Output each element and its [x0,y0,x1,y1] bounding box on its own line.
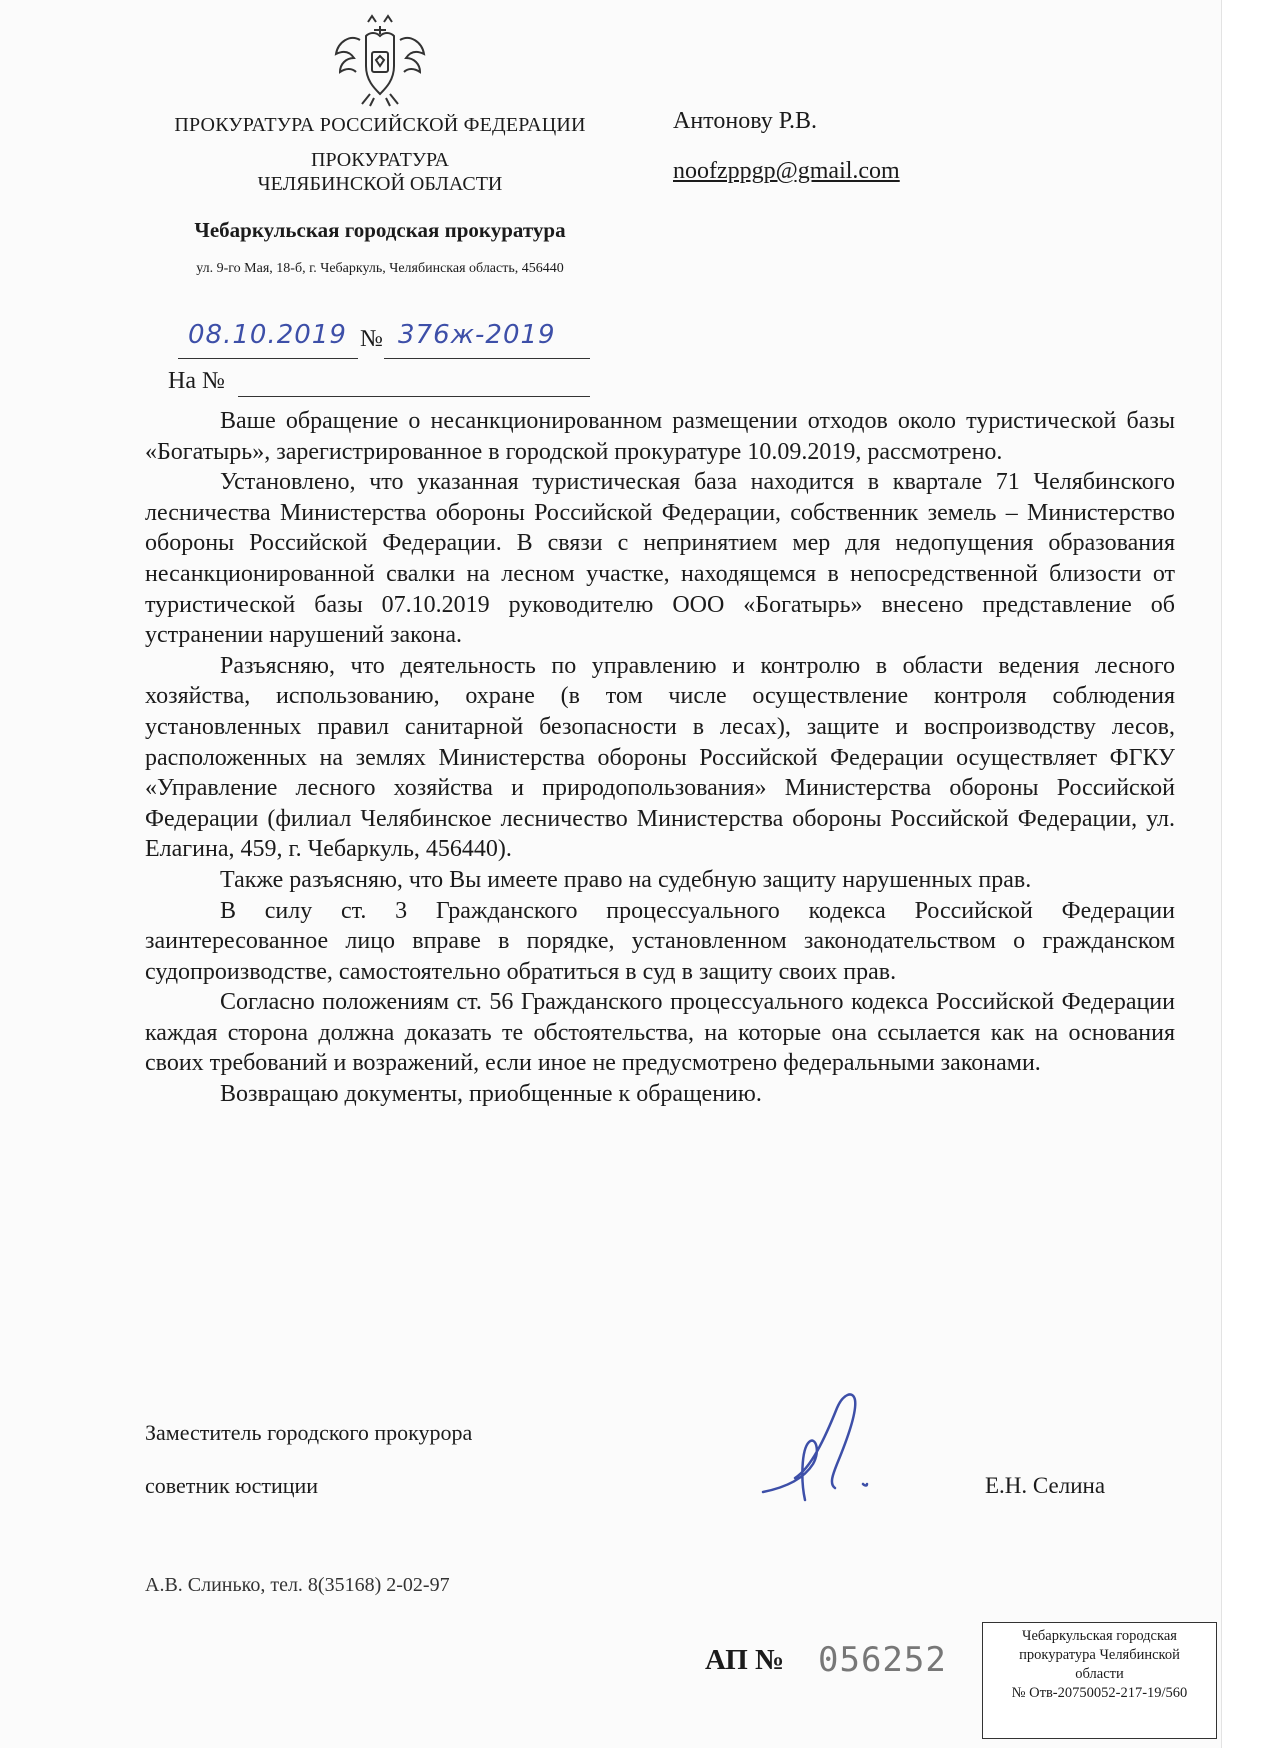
regional-office [120,148,640,196]
paragraph: Ваше обращение о несанкционированном размещении отходов около туристической базы «Богатырь», зарегистрированное в городской прокуратуре 10.09.2019, рассмотрено. [145,408,1175,465]
ap-number: 056252 [818,1640,947,1680]
paragraph: Разъясняю, что деятельность по управлению и контролю в области ведения лесного хозяйства, использованию, охране (в том числе осуществление контроля соблюдения установленных правил санитарной безопасности в лесах), защите и воспроизводству лесов, расположенных на землях Министерства обороны Российской Федерации осуществляет ФГКУ «Управление лесного хозяйства и природопользования» Министерства обороны Российской Федерации (филиал Челябинское лесничество Министерства обороны Российской Федерации, ул. Елагина, 459, г. Чебаркуль, 456440). [145,652,1175,863]
coat-of-arms-icon [330,12,430,110]
signer-name: Е.Н. Селина [985,1473,1106,1498]
reg-number: 376ж-2019 [398,320,556,350]
stamp-line: области [1075,1666,1124,1682]
regional-office-line1: ПРОКУРАТУРА [311,149,449,171]
addressee-name: Антонову Р.В. [673,108,818,134]
reference-line [238,396,590,397]
regional-office-line2: ЧЕЛЯБИНСКОЙ ОБЛАСТИ [257,173,503,195]
paragraph: Возвращаю документы, приобщенные к обращению. [220,1081,762,1108]
signer-title: Заместитель городского прокурора [145,1420,473,1445]
stamp-line: Чебаркульская городская [1022,1628,1177,1644]
handwritten-signature-icon [755,1380,905,1520]
city-office: Чебаркульская городская прокуратура [194,218,566,242]
office-address: ул. 9-го Мая, 18-б, г. Чебаркуль, Челябинская область, 456440 [196,261,564,276]
reg-date: 08.10.2019 [188,320,347,350]
paragraph: Также разъясняю, что Вы имеете право на судебную защиту нарушенных прав. [220,866,1032,893]
stamp-line: № Отв-20750052-217-19/560 [1011,1685,1188,1701]
paragraph: Установлено, что указанная туристическая база находится в квартале 71 Челябинского лесничества Министерства обороны Российской Федерации, собственник земель – Министерство обороны Российской Федерации. В связи с непринятием мер для недопущения образования несанкционированной свалки на лесном участке, находящемся в непосредственной близости от туристической базы 07.10.2019 руководителю ООО «Богатырь» внесено представление об устранении нарушений закона. [145,469,1175,649]
addressee-email[interactable]: noofzppgp@gmail.com [673,158,900,184]
paragraph: В силу ст. 3 Гражданского процессуального кодекса Российской Федерации заинтересованное лицо вправе в порядке, установленном законодательством о гражданском судопроизводстве, самостоятельно обратиться в суд в защиту своих прав. [145,897,1175,985]
ap-label: АП № [705,1644,785,1676]
reference-label: На № [168,368,225,394]
paragraph: Согласно положениям ст. 56 Гражданского процессуального кодекса Российской Федерации каждая сторона должна доказать те обстоятельства, на которые она ссылается как на основания своих требований и возражений, если иное не предусмотрено федеральными законами. [145,989,1175,1077]
letter-body [145,406,1175,1110]
executor-contact: А.В. Слинько, тел. 8(35168) 2-02-97 [145,1574,450,1596]
stamp-line: прокуратура Челябинской [1019,1647,1180,1663]
reg-number-label: № [360,326,383,352]
registration-stamp [982,1622,1217,1739]
agency-name: ПРОКУРАТУРА РОССИЙСКОЙ ФЕДЕРАЦИИ [174,114,586,136]
page-edge [1221,0,1276,1748]
signer-rank: советник юстиции [145,1473,319,1498]
